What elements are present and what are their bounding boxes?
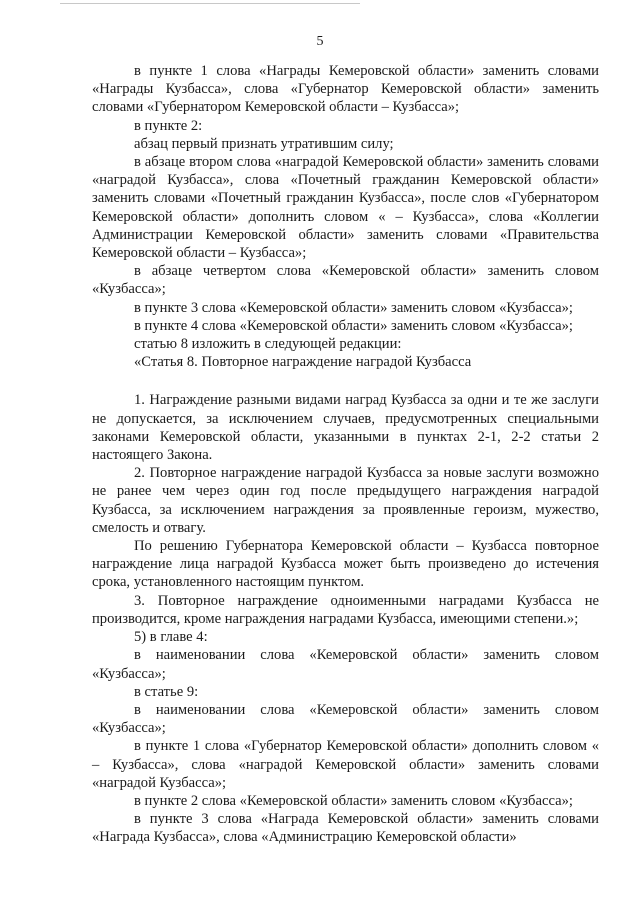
paragraph-chapter-4-name: в наименовании слова «Кемеровской области» заменить словом «Кузбасса»; xyxy=(92,647,599,682)
paragraph-2: в пункте 2: xyxy=(134,117,203,134)
top-scan-rule xyxy=(60,3,360,4)
paragraph-6: в пункте 3 слова «Кемеровской области» заменить словом «Кузбасса»; xyxy=(134,299,573,316)
article-8-heading: «Статья 8. Повторное награждение наградой Кузбасса xyxy=(134,354,472,371)
document-body xyxy=(92,62,599,847)
paragraph-article-9: в статье 9: xyxy=(134,683,199,700)
paragraph-1: в пункте 1 слова «Награды Кемеровской области» заменить словами «Награды Кузбасса», слова «Губернатор Кемеровской области» заменить словами «Губернатором Кемеровской области – Кузбасса»; xyxy=(92,63,599,116)
paragraph-7: в пункте 4 слова «Кемеровской области» заменить словом «Кузбасса»; xyxy=(134,317,573,334)
paragraph-article-9-name: в наименовании слова «Кемеровской области» заменить словом «Кузбасса»; xyxy=(92,701,599,737)
paragraph-4: в абзаце втором слова «наградой Кемеровской области» заменить словами «наградой Кузбасса», слова «Почетный гражданин Кемеровской области» заменить словами «Почетный гражданин Кузбасса», после слов «Губернатором Кемеровской области» дополнить словом « – Кузбасса», слова «Коллегии Администрации Кемеровской области» заменить словами «Правительства Кемеровской области – Кузбасса»; xyxy=(92,154,599,262)
paragraph-3: абзац первый признать утратившим силу; xyxy=(134,135,394,152)
paragraph-article-9-item-1: в пункте 1 слова «Губернатор Кемеровской области» дополнить словом « – Кузбасса», слова «наградой Кемеровской области» заменить словами «наградой Кузбасса»; xyxy=(92,738,599,791)
article-8-item-1: 1. Награждение разными видами наград Кузбасса за одни и те же заслуги не допускается, за исключением случаев, предусмотренных специальными законами Кемеровской области, указанными в пунктах 2-1, 2-2 статьи 2 настоящего Закона. xyxy=(92,392,599,464)
paragraph-article-9-item-3: в пункте 3 слова «Награда Кемеровской области» заменить словами «Награда Кузбасса», слова «Администрацию Кемеровской области» xyxy=(92,811,599,846)
page-number: 5 xyxy=(316,34,324,49)
paragraph-5: в абзаце четвертом слова «Кемеровской области» заменить словом «Кузбасса»; xyxy=(92,263,599,298)
paragraph-article-9-item-2: в пункте 2 слова «Кемеровской области» заменить словом «Кузбасса»; xyxy=(134,792,573,809)
article-8-item-2: 2. Повторное награждение наградой Кузбасса за новые заслуги возможно не ранее чем через один год после предыдущего награждения наградой Кузбасса, за исключением награждения за проявленные героизм, мужество, смелость и отвагу. xyxy=(92,465,599,536)
article-8-item-3: 3. Повторное награждение одноименными наградами Кузбасса не производится, кроме награждения наградами Кузбасса, имеющими степени.»; xyxy=(92,592,599,627)
blank-line xyxy=(92,371,599,391)
article-8-item-2-part-2: По решению Губернатора Кемеровской области – Кузбасса повторное награждение лица наградой Кузбасса может быть произведено до истечения срока, установленного настоящим пунктом. xyxy=(92,538,599,591)
paragraph-8: статью 8 изложить в следующей редакции: xyxy=(134,336,402,353)
paragraph-chapter-4: 5) в главе 4: xyxy=(134,629,208,646)
